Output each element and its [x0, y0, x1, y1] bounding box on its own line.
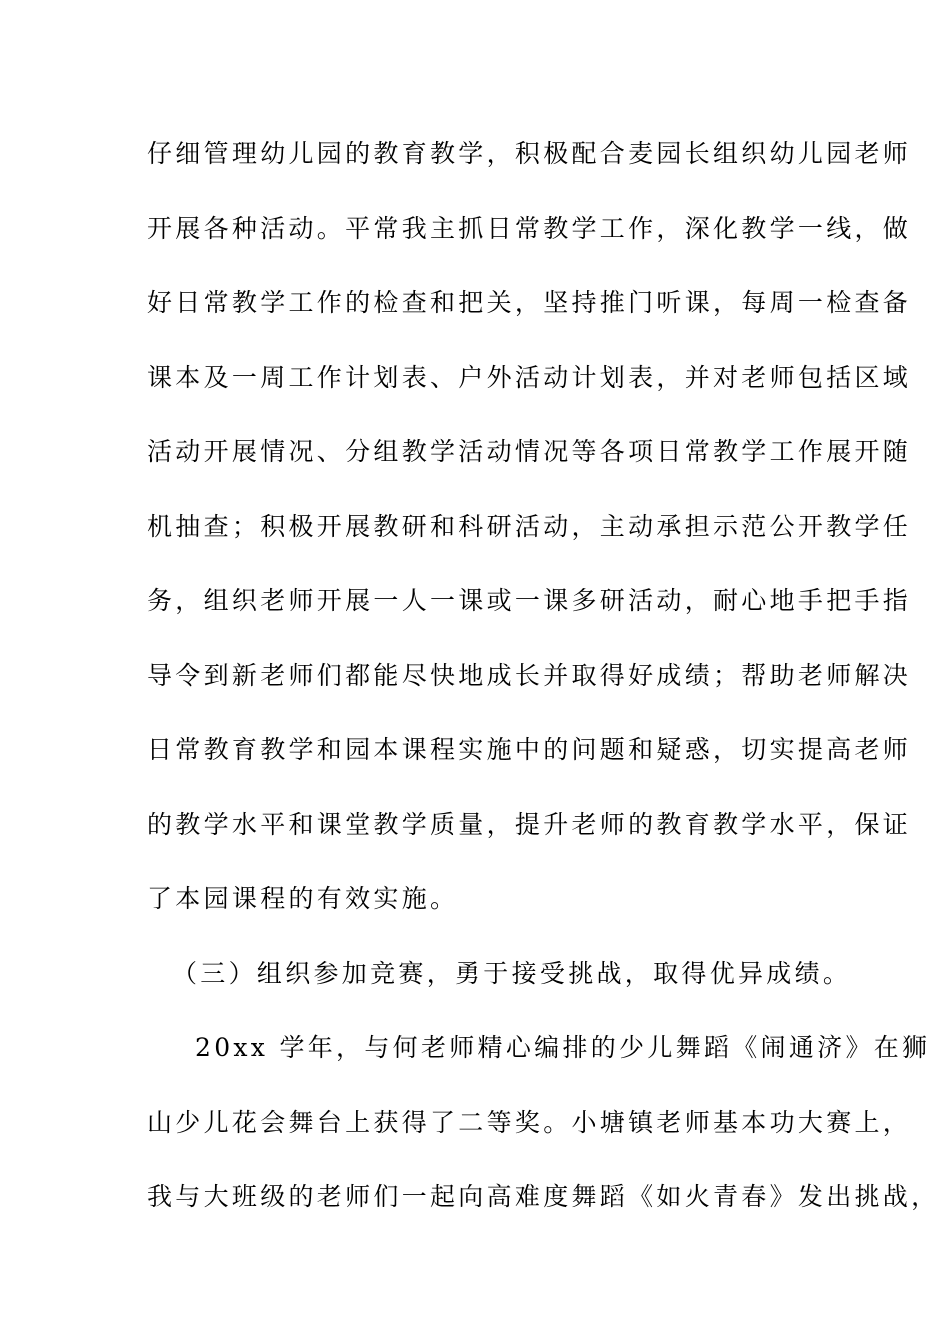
paragraph-line: 开展各种活动。平常我主抓日常教学工作，深化教学一线，做 — [147, 213, 912, 243]
paragraph-line: 了本园课程的有效实施。 — [147, 884, 459, 913]
paragraph-line: 课本及一周工作计划表、户外活动计划表，并对老师包括区域 — [147, 362, 912, 392]
paragraph-line: 活动开展情况、分组教学活动情况等各项日常教学工作展开随 — [147, 437, 912, 466]
section-heading: （三）组织参加竞赛，勇于接受挑战，取得优异成绩。 — [172, 958, 852, 988]
paragraph-line: 的教学水平和课堂教学质量，提升老师的教育教学水平，保证 — [147, 809, 912, 839]
paragraph-line: 机抽查；积极开展教研和科研活动，主动承担示范公开教学任 — [147, 511, 912, 541]
paragraph-line: 20xx 学年，与何老师精心编排的少儿舞蹈《闹通济》在狮 — [195, 1033, 931, 1062]
paragraph-line: 日常教育教学和园本课程实施中的问题和疑惑，切实提高老师 — [147, 735, 912, 764]
paragraph-line: 仔细管理幼儿园的教育教学，积极配合麦园长组织幼儿园老师 — [147, 139, 912, 168]
paragraph-line: 我与大班级的老师们一起向高难度舞蹈《如火青春》发出挑战， — [147, 1182, 940, 1211]
paragraph-line: 山少儿花会舞台上获得了二等奖。小塘镇老师基本功大赛上， — [147, 1107, 912, 1137]
paragraph-line: 务，组织老师开展一人一课或一课多研活动，耐心地手把手指 — [147, 586, 912, 615]
paragraph-line: 好日常教学工作的检查和把关，坚持推门听课，每周一检查备 — [147, 288, 912, 317]
document-body — [147, 128, 940, 1246]
paragraph-line: 导令到新老师们都能尽快地成长并取得好成绩；帮助老师解决 — [147, 660, 912, 690]
